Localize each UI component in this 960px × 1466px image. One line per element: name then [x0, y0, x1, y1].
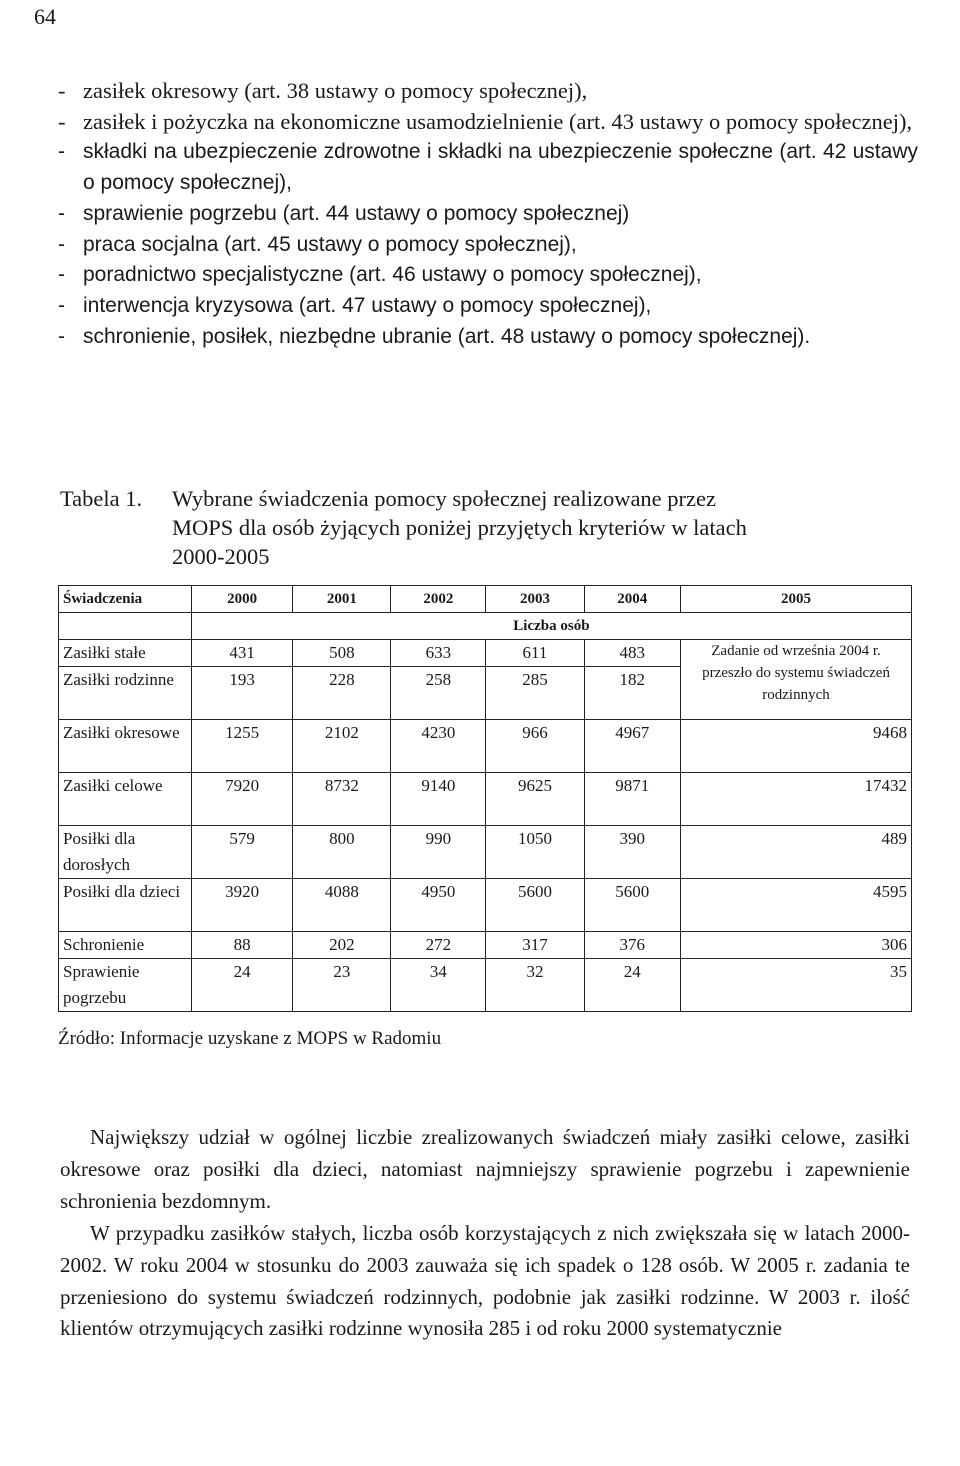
table-row [59, 640, 912, 667]
table-cell: 2102 [293, 720, 391, 773]
table-cell: 317 [486, 932, 584, 959]
row-label: Sprawienie pogrzebu [59, 959, 192, 1012]
table-cell: 990 [391, 826, 486, 879]
benefits-table [58, 585, 912, 1012]
table-caption-label: Tabela 1. [60, 486, 143, 511]
body-paragraph: Największy udział w ogólnej liczbie zrealizowanych świadczeń miały zasiłki celowe, zasiłki okresowe oraz posiłki dla dzieci, natomiast najmniejszy sprawienie pogrzebu i zapewnienie schronienia bezdomnym. [60, 1125, 910, 1213]
table-cell: 32 [486, 959, 584, 1012]
table-caption-line: Wybrane świadczenia pomocy społecznej realizowane przez [172, 486, 716, 511]
column-header: 2004 [584, 586, 681, 613]
table-row [59, 720, 912, 773]
table-cell: 4950 [391, 879, 486, 932]
table-cell: 17432 [681, 773, 912, 826]
body-paragraph: W przypadku zasiłków stałych, liczba osób korzystających z nich zwiększała się w latach 2000-2002. W roku 2004 w stosunku do 2003 zauważa się ich spadek o 128 osób. W 2005 r. zadania te przeniesiono do systemu świadczeń rodzinnych, podobnie jak zasiłki rodzinne. W 2003 r. ilość klientów otrzymujących zasiłki rodzinne wynosiła 285 i od roku 2000 systematycznie [60, 1221, 910, 1341]
column-header: 2003 [486, 586, 584, 613]
unit-subheader: Liczba osób [191, 613, 911, 640]
table-cell: 272 [391, 932, 486, 959]
table-cell: 508 [293, 640, 391, 667]
table-cell: 5600 [486, 879, 584, 932]
table-cell: 390 [584, 826, 681, 879]
table-cell: 193 [191, 667, 292, 720]
list-item: - zasiłek okresowy (art. 38 ustawy o pomocy społecznej), [58, 76, 918, 107]
row-label: Zasiłki okresowe [59, 720, 192, 773]
list-item: - składki na ubezpieczenie zdrowotne i składki na ubezpieczenie społeczne (art. 42 ustawy o pomocy społecznej), [58, 137, 918, 198]
table-caption-line: MOPS dla osób żyjących poniżej przyjętych kryteriów w latach [172, 515, 747, 540]
benefits-list [58, 76, 918, 352]
table-cell: 5600 [584, 879, 681, 932]
table-cell: 376 [584, 932, 681, 959]
table-cell: 4967 [584, 720, 681, 773]
table-note: Zadanie od września 2004 r. przeszło do systemu świadczeń rodzinnych [681, 640, 912, 720]
table-cell: 258 [391, 667, 486, 720]
table-cell: 9871 [584, 773, 681, 826]
column-header: Świadczenia [59, 586, 192, 613]
row-label: Schronienie [59, 932, 192, 959]
table-cell: 4088 [293, 879, 391, 932]
table-cell: 1255 [191, 720, 292, 773]
page-number: 64 [34, 4, 56, 29]
table-cell: 9140 [391, 773, 486, 826]
table-subheader-row [59, 613, 912, 640]
table-row [59, 932, 912, 959]
table-cell: 8732 [293, 773, 391, 826]
table-cell: 88 [191, 932, 292, 959]
table-cell: 34 [391, 959, 486, 1012]
table-row [59, 879, 912, 932]
table-source: Źródło: Informacje uzyskane z MOPS w Radomiu [58, 1028, 442, 1049]
table-cell: 4230 [391, 720, 486, 773]
list-item: - sprawienie pogrzebu (art. 44 ustawy o pomocy społecznej) [58, 199, 918, 230]
table-cell: 7920 [191, 773, 292, 826]
list-item: - praca socjalna (art. 45 ustawy o pomocy społecznej), [58, 230, 918, 261]
table-cell: 228 [293, 667, 391, 720]
table-cell: 23 [293, 959, 391, 1012]
table-cell: 3920 [191, 879, 292, 932]
table-cell: 306 [681, 932, 912, 959]
list-item: - zasiłek i pożyczka na ekonomiczne usamodzielnienie (art. 43 ustawy o pomocy społecznej), [58, 107, 918, 138]
row-label: Zasiłki celowe [59, 773, 192, 826]
table-caption-line: 2000-2005 [172, 544, 270, 569]
table-cell: 4595 [681, 879, 912, 932]
column-header: 2005 [681, 586, 912, 613]
table-row [59, 826, 912, 879]
row-label: Zasiłki stałe [59, 640, 192, 667]
table-cell: 182 [584, 667, 681, 720]
column-header: 2001 [293, 586, 391, 613]
table-caption [60, 484, 900, 571]
list-item: - poradnictwo specjalistyczne (art. 46 ustawy o pomocy społecznej), [58, 260, 918, 291]
table-cell: 633 [391, 640, 486, 667]
table-cell: 9625 [486, 773, 584, 826]
table-cell: 9468 [681, 720, 912, 773]
table-row [59, 773, 912, 826]
table-cell: 285 [486, 667, 584, 720]
table-cell: 202 [293, 932, 391, 959]
table-cell: 483 [584, 640, 681, 667]
list-item: - interwencja kryzysowa (art. 47 ustawy o pomocy społecznej), [58, 291, 918, 322]
table-header-row [59, 586, 912, 613]
table-row [59, 959, 912, 1012]
column-header: 2002 [391, 586, 486, 613]
list-item: - schronienie, posiłek, niezbędne ubranie (art. 48 ustawy o pomocy społecznej). [58, 322, 918, 353]
table-cell [59, 613, 192, 640]
column-header: 2000 [191, 586, 292, 613]
table-cell: 489 [681, 826, 912, 879]
table-cell: 579 [191, 826, 292, 879]
row-label: Zasiłki rodzinne [59, 667, 192, 720]
table-cell: 24 [584, 959, 681, 1012]
table-cell: 24 [191, 959, 292, 1012]
table-cell: 966 [486, 720, 584, 773]
table-cell: 35 [681, 959, 912, 1012]
row-label: Posiłki dla dzieci [59, 879, 192, 932]
row-label: Posiłki dla dorosłych [59, 826, 192, 879]
table-cell: 611 [486, 640, 584, 667]
table-cell: 431 [191, 640, 292, 667]
table-cell: 800 [293, 826, 391, 879]
table-cell: 1050 [486, 826, 584, 879]
